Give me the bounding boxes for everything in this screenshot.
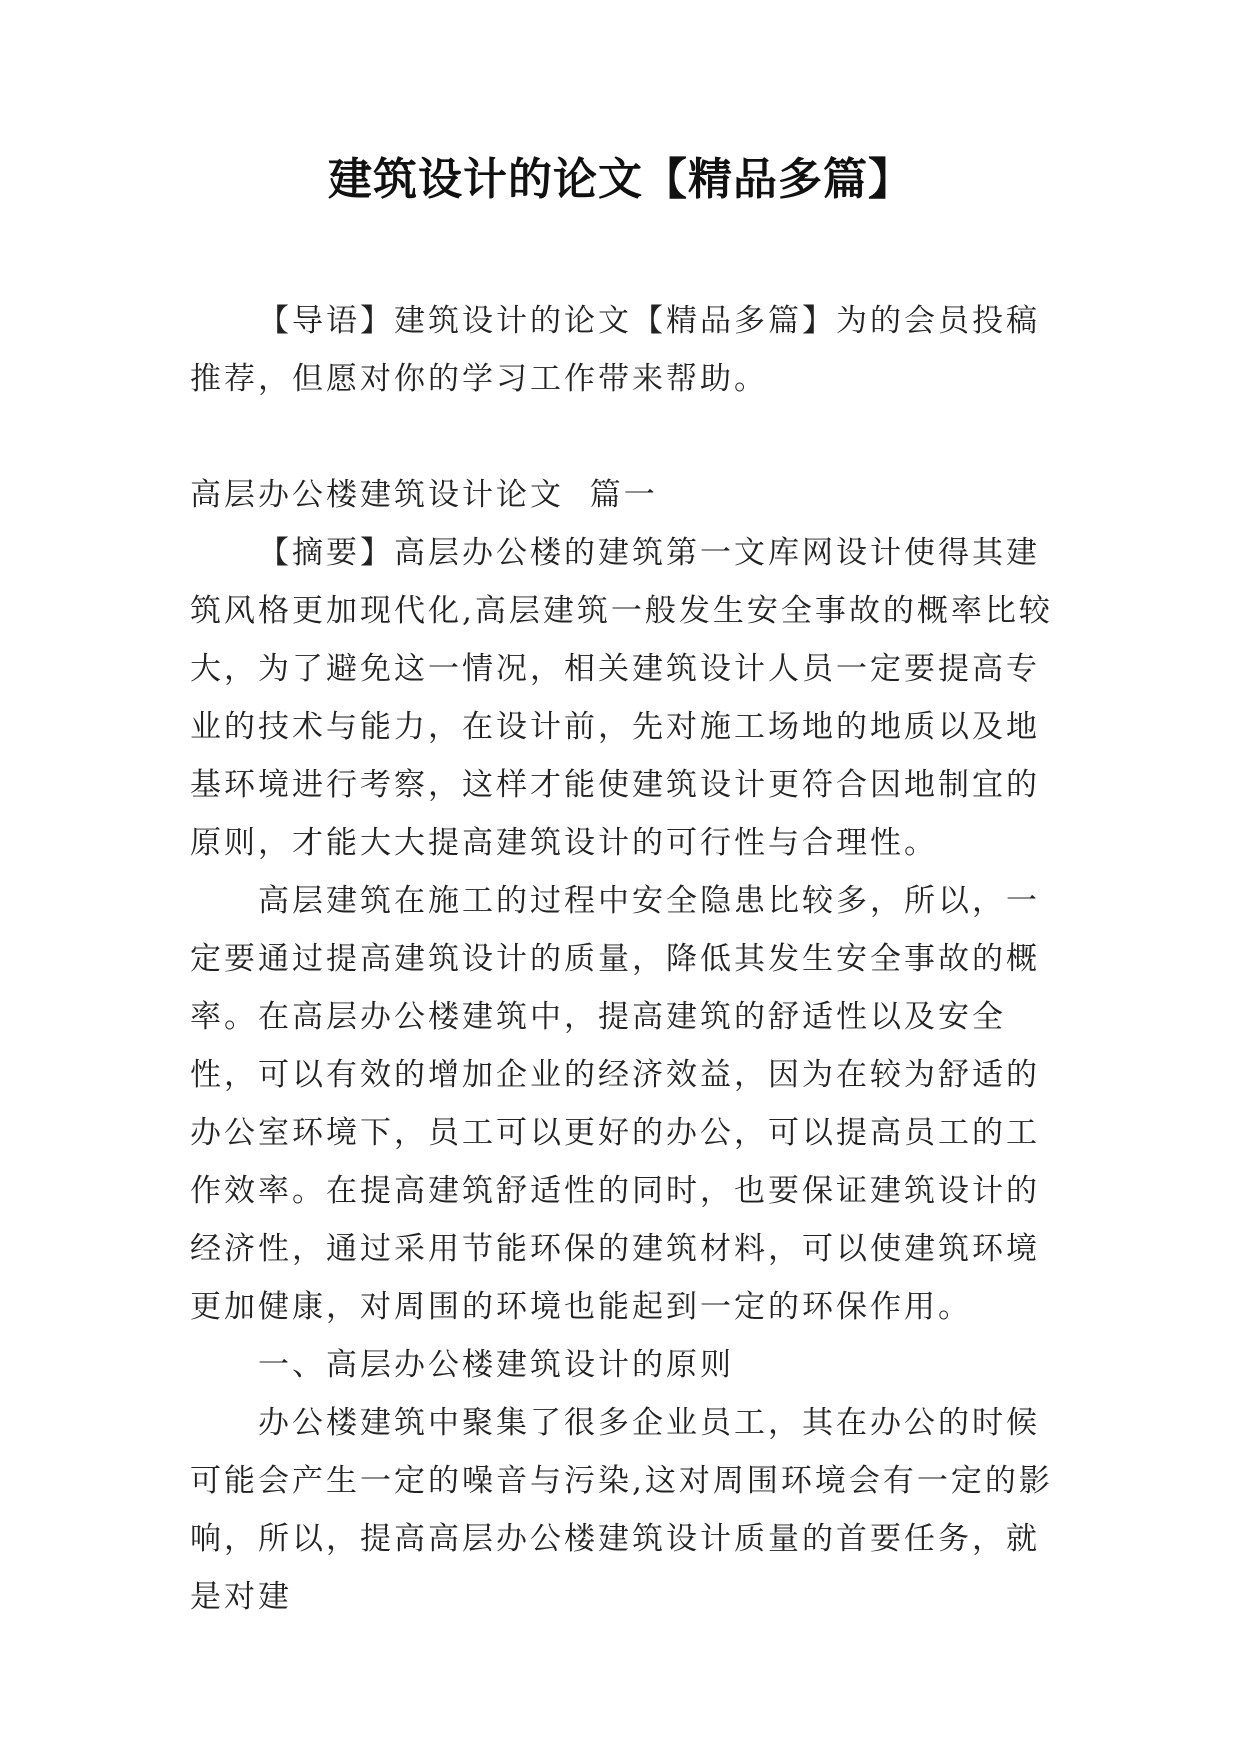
subheading-principles: 一、高层办公楼建筑设计的原则: [258, 1347, 734, 1383]
section-heading: 高层办公楼建筑设计论文 篇一: [190, 477, 658, 513]
body-paragraph: 办公楼建筑中聚集了很多企业员工，其在办公的时候可能会产生一定的噪音与污染,这对周围环境会有一定的影响，所以，提高高层办公楼建筑设计质量的首要任务，就是对建: [190, 1405, 1053, 1615]
document-body: [190, 292, 1062, 1626]
body-paragraph: 高层建筑在施工的过程中安全隐患比较多，所以，一定要通过提高建筑设计的质量，降低其发生安全事故的概率。在高层办公楼建筑中，提高建筑的舒适性以及安全性，可以有效的增加企业的经济效益，因为在较为舒适的办公室环境下，员工可以更好的办公，可以提高员工的工作效率。在提高建筑舒适性的同时，也要保证建筑设计的经济性，通过采用节能环保的建筑材料，可以使建筑环境更加健康，对周围的环境也能起到一定的环保作用。: [190, 883, 1040, 1325]
document-title: 建筑设计的论文【精品多篇】: [328, 154, 913, 205]
abstract-paragraph: 【摘要】高层办公楼的建筑第一文库网设计使得其建筑风格更加现代化,高层建筑一般发生安全事故的概率比较大，为了避免这一情况，相关建筑设计人员一定要提高专业的技术与能力，在设计前，先对施工场地的地质以及地基环境进行考察，这样才能使建筑设计更符合因地制宜的原则，才能大大提高建筑设计的可行性与合理性。: [190, 535, 1053, 861]
intro-paragraph: 【导语】建筑设计的论文【精品多篇】为的会员投稿推荐，但愿对你的学习工作带来帮助。: [190, 303, 1040, 397]
